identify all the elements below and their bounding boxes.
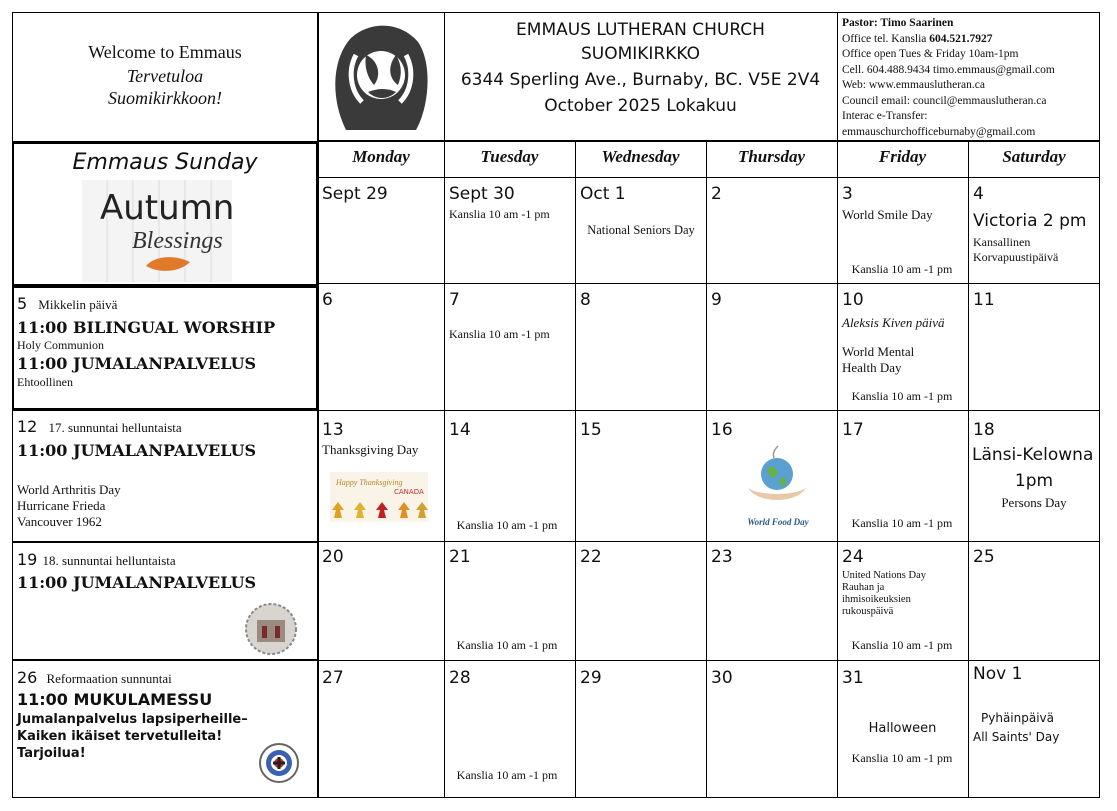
world-smile-day: World Smile Day bbox=[842, 207, 933, 222]
united-nations-day: United Nations Day bbox=[842, 570, 926, 581]
luther-rose-icon bbox=[258, 742, 300, 784]
header-friday: Friday bbox=[878, 147, 927, 166]
welcome-finnish-1: Tervetuloa bbox=[126, 66, 204, 86]
date-24: 24 bbox=[842, 547, 864, 567]
church-photo-icon bbox=[244, 602, 298, 656]
hurricane-frieda: Hurricane Frieda bbox=[17, 498, 106, 513]
office-hours-21: Kanslia 10 am -1 pm bbox=[456, 638, 558, 652]
date-nov1: Nov 1 bbox=[973, 664, 1023, 684]
cell-phone: Cell. 604.488.9434 timo.emmaus@gmail.com bbox=[842, 63, 1055, 76]
worship-12: 11:00 JUMALANPALVELUS bbox=[17, 441, 257, 460]
office-hours-3: Kanslia 10 am -1 pm bbox=[851, 262, 953, 276]
date-8: 8 bbox=[580, 290, 591, 310]
date-15: 15 bbox=[580, 420, 602, 440]
pastor-name: Pastor: Timo Saarinen bbox=[842, 17, 954, 29]
un-finnish-3: rukouspäivä bbox=[842, 606, 894, 617]
date-31: 31 bbox=[842, 668, 864, 688]
date-11: 11 bbox=[973, 290, 995, 310]
victoria-event: Victoria 2 pm bbox=[973, 211, 1087, 231]
date-14: 14 bbox=[449, 420, 471, 440]
date-2: 2 bbox=[711, 184, 722, 204]
web-address: Web: www.emmauslutheran.ca bbox=[842, 79, 985, 91]
office-hours-24: Kanslia 10 am -1 pm bbox=[851, 638, 953, 652]
date-20: 20 bbox=[322, 547, 344, 567]
worship-19: 11:00 JUMALANPALVELUS bbox=[17, 573, 257, 592]
world-food-day-icon bbox=[744, 444, 810, 514]
church-name: EMMAUS LUTHERAN CHURCH bbox=[516, 20, 765, 40]
header-tuesday: Tuesday bbox=[480, 147, 539, 166]
lansi-kelowna: Länsi-Kelowna bbox=[972, 445, 1094, 465]
date-28: 28 bbox=[449, 668, 471, 688]
welcome-finnish-2: Suomikirkkoon! bbox=[108, 88, 222, 108]
persons-day: Persons Day bbox=[1001, 495, 1067, 510]
world-mental-health-1: World Mental bbox=[842, 344, 915, 359]
un-finnish-2: ihmisoikeuksien bbox=[842, 594, 911, 605]
office-hours-31: Kanslia 10 am -1 pm bbox=[851, 751, 953, 765]
date-4: 4 bbox=[973, 184, 984, 204]
sunday-12-header: 12 17. sunnuntai helluntaista bbox=[17, 417, 182, 436]
national-seniors-day: National Seniors Day bbox=[587, 223, 695, 237]
date-21: 21 bbox=[449, 547, 471, 567]
date-18: 18 bbox=[973, 420, 995, 440]
holy-communion: Holy Communion bbox=[17, 338, 105, 352]
header-thursday: Thursday bbox=[737, 147, 806, 166]
canada-text: CANADA bbox=[394, 488, 424, 496]
maple-leaves-icon bbox=[330, 498, 428, 522]
interac-label: Interac e-Transfer: bbox=[842, 110, 928, 122]
world-arthritis-day: World Arthritis Day bbox=[17, 482, 121, 497]
ehtoollinen: Ehtoollinen bbox=[17, 375, 73, 389]
office-hours-28: Kanslia 10 am -1 pm bbox=[456, 768, 558, 782]
interac-email: emmauschurchofficeburnaby@gmail.com bbox=[842, 125, 1036, 138]
world-food-day-label: World Food Day bbox=[747, 517, 809, 527]
header-wednesday: Wednesday bbox=[601, 147, 680, 166]
emmaus-sunday-title: Emmaus Sunday bbox=[72, 150, 258, 175]
date-23: 23 bbox=[711, 547, 733, 567]
council-email: Council email: council@emmauslutheran.ca bbox=[842, 94, 1047, 107]
sunday-5-header: 5 Mikkelin päivä bbox=[17, 294, 118, 313]
vancouver-1962: Vancouver 1962 bbox=[17, 514, 102, 529]
halloween: Halloween bbox=[868, 721, 937, 736]
welcome-title: Welcome to Emmaus bbox=[88, 42, 242, 62]
lansi-kelowna-time: 1pm bbox=[1014, 471, 1054, 491]
date-7: 7 bbox=[449, 290, 460, 310]
family-worship-line2: Kaiken ikäiset tervetulleita! bbox=[17, 729, 223, 744]
date-13: 13 bbox=[322, 420, 344, 440]
office-hours-17: Kanslia 10 am -1 pm bbox=[851, 516, 953, 530]
office-hours-14: Kanslia 10 am -1 pm bbox=[456, 518, 558, 532]
church-logo-icon bbox=[326, 20, 434, 136]
office-hours-7: Kanslia 10 am -1 pm bbox=[449, 327, 550, 341]
date-22: 22 bbox=[580, 547, 602, 567]
date-25: 25 bbox=[973, 547, 995, 567]
church-address: 6344 Sperling Ave., Burnaby, BC. V5E 2V4 bbox=[460, 70, 821, 90]
thanksgiving-day: Thanksgiving Day bbox=[322, 442, 419, 457]
date-sep30: Sept 30 bbox=[449, 184, 515, 204]
autumn-text: Autumn bbox=[100, 188, 235, 228]
date-9: 9 bbox=[711, 290, 722, 310]
aleksis-kivi-day: Aleksis Kiven päivä bbox=[842, 315, 945, 330]
world-mental-health-2: Health Day bbox=[842, 360, 902, 375]
office-hours-sep30: Kanslia 10 am -1 pm bbox=[449, 207, 550, 221]
office-hours: Office open Tues & Friday 10am-1pm bbox=[842, 48, 1019, 60]
date-oct1: Oct 1 bbox=[580, 184, 626, 204]
un-finnish-1: Rauhan ja bbox=[842, 582, 885, 593]
office-hours-10: Kanslia 10 am -1 pm bbox=[851, 389, 953, 403]
date-29: 29 bbox=[580, 668, 602, 688]
mukulamessu: 11:00 MUKULAMESSU bbox=[17, 690, 213, 709]
thanksgiving-image bbox=[330, 472, 428, 522]
date-6: 6 bbox=[322, 290, 333, 310]
family-worship-line1: Jumalanpalvelus lapsiperheille– bbox=[17, 712, 248, 727]
date-16: 16 bbox=[711, 420, 733, 440]
date-30: 30 bbox=[711, 668, 733, 688]
office-phone: Office tel. Kanslia 604.521.7927 bbox=[842, 32, 993, 45]
blessings-text: Blessings bbox=[132, 228, 223, 254]
korvapuustipaiva: Korvapuustipäivä bbox=[973, 250, 1059, 264]
family-worship-line3: Tarjoilua! bbox=[17, 746, 86, 761]
pyhainpaiva: Pyhäinpäivä bbox=[981, 711, 1054, 725]
bilingual-worship: 11:00 BILINGUAL WORSHIP bbox=[17, 318, 276, 337]
sunday-19-header: 19 18. sunnuntai helluntaista bbox=[17, 550, 176, 569]
church-name-finnish: SUOMIKIRKKO bbox=[580, 44, 701, 64]
sunday-26-header: 26 Reformaation sunnuntai bbox=[17, 668, 172, 687]
date-10: 10 bbox=[842, 290, 864, 310]
happy-thanksgiving-text: Happy Thanksgiving bbox=[336, 478, 403, 487]
date-17: 17 bbox=[842, 420, 864, 440]
header-saturday: Saturday bbox=[1002, 147, 1066, 166]
all-saints-day: All Saints' Day bbox=[973, 730, 1060, 744]
date-sep29: Sept 29 bbox=[322, 184, 388, 204]
worship-finnish-5: 11:00 JUMALANPALVELUS bbox=[17, 354, 257, 373]
kansallinen: Kansallinen bbox=[973, 235, 1031, 249]
autumn-blessings-image bbox=[82, 180, 235, 282]
autumn-leaf-icon bbox=[144, 254, 194, 276]
contact-block bbox=[842, 16, 1100, 140]
header-monday: Monday bbox=[352, 147, 410, 166]
date-3: 3 bbox=[842, 184, 853, 204]
calendar-month: October 2025 Lokakuu bbox=[544, 96, 737, 116]
date-27: 27 bbox=[322, 668, 344, 688]
